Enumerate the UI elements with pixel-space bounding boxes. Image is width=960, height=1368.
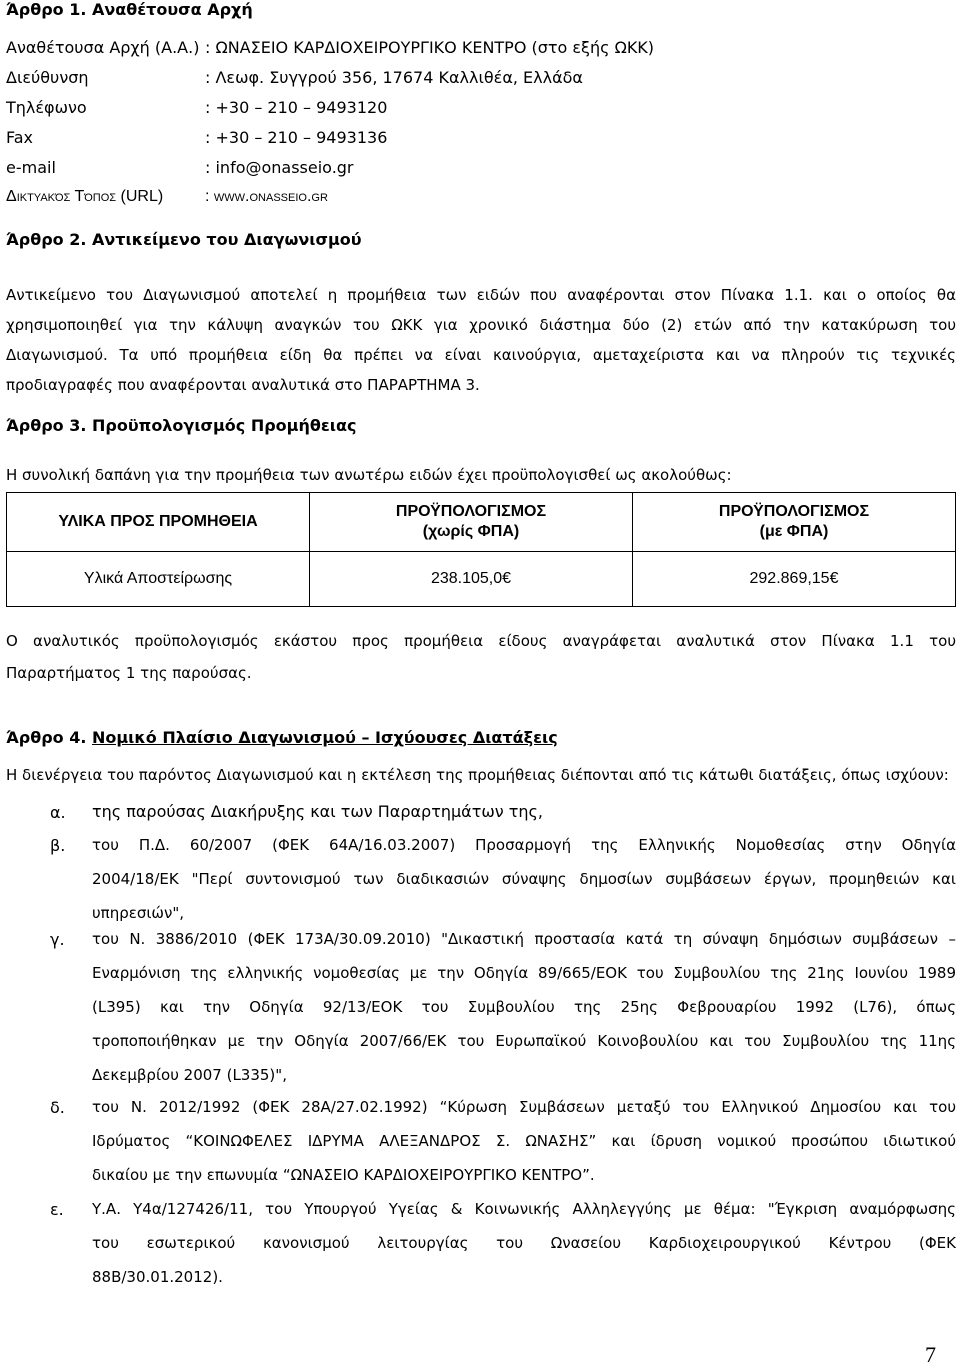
list-line: τροποποιήθηκαν με την Οδηγία 2007/66/ΕΚ του Ευρωπαϊκού Κοινοβουλίου και του Συμβουλίου της 11ης	[92, 1032, 956, 1050]
list-marker: β.	[50, 836, 66, 855]
contact-value-authority: : ΩΝΑΣΕΙΟ ΚΑΡΔΙΟΧΕΙΡΟΥΡΓΙΚΟ ΚΕΝΤΡΟ (στο εξής ΩΚΚ)	[205, 38, 655, 57]
contact-label-email: e-mail	[6, 158, 56, 177]
table-row	[7, 552, 956, 607]
list-body	[92, 1192, 956, 1294]
page-number: 7	[925, 1342, 936, 1367]
header-budget-net-line1: ΠΡΟΫΠΟΛΟΓΙΣΜΟΣ	[395, 503, 547, 520]
list-line: 2004/18/ΕΚ "Περί συντονισμού των διαδικασιών σύναψης δημοσίων συμβάσεων έργων, προμηθειών και	[92, 870, 956, 888]
article-2-title: Αντικείμενο του Διαγωνισμού	[92, 230, 362, 249]
article-4-intro: Η διενέργεια του παρόντος Διαγωνισμού και η εκτέλεση της προμήθειας διέπονται από τις κάτωθι διατάξεις, όπως ισχύουν:	[6, 766, 949, 784]
list-line: της παρούσας Διακήρυξης και των Παραρτημάτων της,	[92, 802, 543, 821]
list-line: Ιδρύματος “ΚΟΙΝΩΦΕΛΕΣ ΙΔΡΥΜΑ ΑΛΕΞΑΝΔΡΟΣ Σ. ΩΝΑΣΗΣ” και ίδρυση νομικού προσώπου ιδιωτικού	[92, 1132, 956, 1150]
list-line: (L395) και την Οδηγία 92/13/ΕΟΚ του Συμβουλίου της 25ης Φεβρουαρίου 1992 (L76), όπως	[92, 998, 956, 1016]
article-4-heading	[6, 728, 558, 747]
list-line: του Ν. 3886/2010 (ΦΕΚ 173Α/30.09.2010) "Δικαστική προστασία κατά τη σύναψη δημόσιων συμβάσεων –	[92, 930, 956, 948]
table-header-row	[7, 493, 956, 552]
contact-label-url: Δικτυακός Τόπος (URL)	[6, 188, 164, 205]
header-budget-net-line2: (χωρίς ΦΠΑ)	[422, 523, 520, 540]
list-marker: δ.	[50, 1098, 65, 1117]
article-4-title: Νομικό Πλαίσιο Διαγωνισμού – Ισχύουσες Διατάξεις	[92, 728, 558, 747]
paragraph-line: προδιαγραφές που αναφέρονται αναλυτικά στο ΠΑΡΑΡΤΗΜΑ 3.	[6, 376, 480, 394]
contact-value-phone: : +30 – 210 – 9493120	[205, 98, 388, 117]
list-line: Υ.Α. Υ4α/127426/11, του Υπουργού Υγείας & Κοινωνικής Αλληλεγγύης με θέμα: "Έγκριση αναμόρφωσης	[92, 1200, 956, 1218]
header-budget-gross-line1: ΠΡΟΫΠΟΛΟΓΙΣΜΟΣ	[718, 503, 870, 520]
row-item: Υλικά Αποστείρωσης	[7, 552, 310, 607]
contact-label-address: Διεύθυνση	[6, 68, 89, 87]
list-line: του Ν. 2012/1992 (ΦΕΚ 28Α/27.02.1992) “Κύρωση Συμβάσεων μεταξύ του Ελληνικού Δημοσίου και του	[92, 1098, 956, 1116]
list-marker: γ.	[50, 930, 65, 949]
article-1-heading: Άρθρο 1. Αναθέτουσα Αρχή	[6, 0, 253, 19]
article-2-heading	[6, 230, 362, 249]
article-4-prefix: Άρθρο 4.	[6, 728, 87, 747]
article-3-heading	[6, 416, 356, 435]
list-marker: α.	[50, 803, 66, 822]
paragraph-line: Διαγωνισμού. Τα υπό προμήθεια είδη θα πρέπει να είναι καινούργια, αμεταχείριστα και να πληρούν τις τεχνικές	[6, 346, 956, 364]
list-body	[92, 1090, 956, 1192]
list-marker: ε.	[50, 1200, 64, 1219]
header-items: ΥΛΙΚΑ ΠΡΟΣ ΠΡΟΜΗΘΕΙΑ	[7, 493, 310, 552]
article-2-prefix: Άρθρο 2.	[6, 230, 87, 249]
article-3-after	[6, 625, 956, 689]
list-line: Εναρμόνιση της ελληνικής νομοθεσίας με την Οδηγία 89/665/ΕΟΚ του Συμβουλίου της 21ης Ιουνίου 1989	[92, 964, 956, 982]
contact-value-url[interactable]: : www.onasseio.gr	[205, 188, 328, 205]
contact-label-fax: Fax	[6, 128, 34, 147]
header-budget-net	[310, 493, 633, 552]
list-line: Δεκεμβρίου 2007 (L335)",	[92, 1066, 287, 1084]
header-budget-gross	[633, 493, 956, 552]
row-net: 238.105,0€	[310, 552, 633, 607]
row-gross: 292.869,15€	[633, 552, 956, 607]
list-body	[92, 828, 956, 930]
list-line: 88Β/30.01.2012).	[92, 1268, 223, 1286]
contact-label-phone: Τηλέφωνο	[6, 98, 87, 117]
header-budget-gross-line2: (με ΦΠΑ)	[759, 523, 829, 540]
paragraph-line: Αντικείμενο του Διαγωνισμού αποτελεί η προμήθεια των ειδών που αναφέρονται στον Πίνακα 1.1. και ο οποίος θα	[6, 286, 956, 304]
contact-value-address: : Λεωφ. Συγγρού 356, 17674 Καλλιθέα, Ελλάδα	[205, 68, 583, 87]
article-2-paragraph	[6, 280, 956, 400]
paragraph-line: Ο αναλυτικός προϋπολογισμός εκάστου προς προμήθεια είδους αναγράφεται αναλυτικά στον Πίνακα 1.1 του	[6, 632, 956, 650]
budget-table	[6, 492, 956, 607]
list-line: του εσωτερικού κανονισμού λειτουργίας του Ωνασείου Καρδιοχειρουργικού Κέντρου (ΦΕΚ	[92, 1234, 956, 1252]
list-line: υπηρεσιών",	[92, 904, 185, 922]
article-3-prefix: Άρθρο 3.	[6, 416, 87, 435]
contact-value-fax: : +30 – 210 – 9493136	[205, 128, 388, 147]
list-body	[92, 795, 956, 829]
article-3-title: Προϋπολογισμός Προμήθειας	[92, 416, 357, 435]
contact-value-email[interactable]: : info@onasseio.gr	[205, 158, 354, 177]
paragraph-line: χρησιμοποιηθεί για την κάλυψη αναγκών του ΩΚΚ για χρονικό διάστημα δύο (2) ετών από την κατακύρωση του	[6, 316, 956, 334]
list-line: δικαίου με την επωνυμία “ΩΝΑΣΕΙΟ ΚΑΡΔΙΟΧΕΙΡΟΥΡΓΙΚΟ ΚΕΝΤΡΟ”.	[92, 1166, 595, 1184]
list-line: του Π.Δ. 60/2007 (ΦΕΚ 64Α/16.03.2007) Προσαρμογή της Ελληνικής Νομοθεσίας στην Οδηγία	[92, 836, 956, 854]
article-3-intro: Η συνολική δαπάνη για την προμήθεια των ανωτέρω ειδών έχει προϋπολογισθεί ως ακολούθως:	[6, 466, 732, 484]
paragraph-line: Παραρτήματος 1 της παρούσας.	[6, 664, 252, 682]
contact-label-authority: Αναθέτουσα Αρχή (Α.Α.)	[6, 38, 200, 57]
list-body	[92, 922, 956, 1092]
